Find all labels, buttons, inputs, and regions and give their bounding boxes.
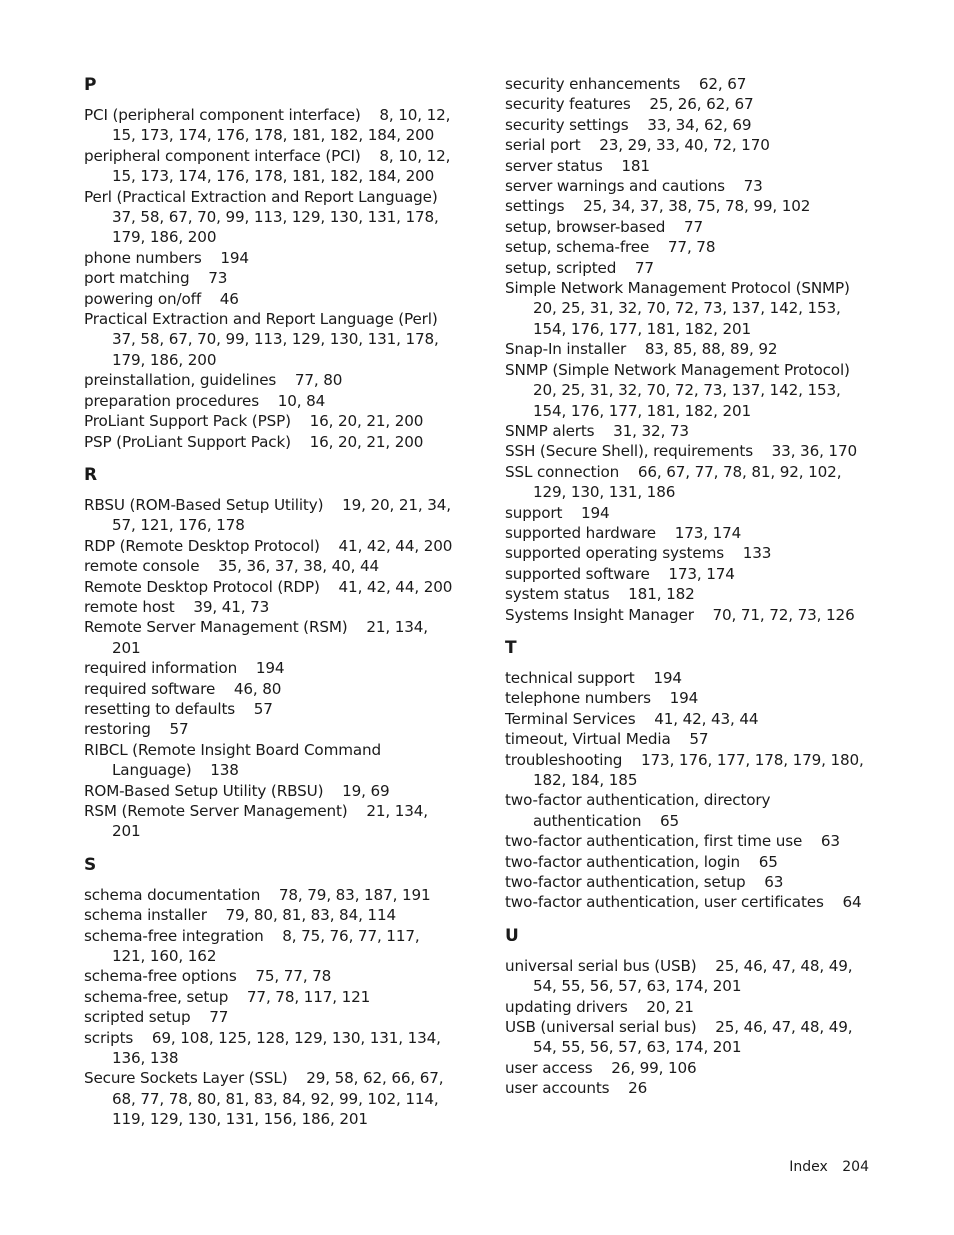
index-term: PCI (peripheral component interface) [84,106,361,124]
index-term: two-factor authentication, directory authentication [505,791,771,830]
index-term: server status [505,156,603,175]
index-pages: 57 [253,699,273,718]
index-term: preparation procedures [84,391,259,410]
index-entry [505,523,877,543]
index-term: Remote Desktop Protocol (RDP) [84,577,320,596]
index-pages: 77 [634,258,654,277]
index-pages: 181 [621,156,650,175]
index-term: Perl (Practical Extraction and Report Language) [84,187,438,206]
index-term: required information [84,659,238,678]
index-pages: 77 [209,1008,229,1027]
page-footer [789,1158,869,1176]
index-entry [505,462,877,503]
index-pages: 16, 20, 21, 200 [309,412,424,431]
index-term: technical support [505,668,635,687]
index-entry [505,74,877,94]
index-entry [505,503,877,523]
index-pages: 39, 41, 73 [193,597,270,616]
index-term: USB (universal serial bus) [505,1018,697,1037]
index-section [84,854,456,1130]
index-term: troubleshooting [505,750,623,769]
index-entry [505,852,877,872]
index-term: resetting to defaults [84,699,236,718]
index-entry [505,1078,877,1098]
index-term: setup, schema-free [505,238,650,257]
index-entry [505,196,877,216]
index-term: schema installer [84,906,207,925]
index-entry [84,146,456,187]
index-pages: 19, 69 [342,781,390,800]
index-pages: 173, 174 [674,523,742,542]
index-pages: 194 [580,503,610,522]
index-entry [505,997,877,1017]
index-entry [84,105,456,146]
index-entry [84,187,456,248]
index-term: security settings [505,115,629,134]
index-entry [505,360,877,421]
index-section [505,74,877,625]
index-entry [505,115,877,135]
index-pages: 8, 10, 12, 15, 173, 174, 176, 178, 181, 182, 184, 200 [112,106,451,145]
index-pages: 16, 20, 21, 200 [309,432,424,451]
index-term: SNMP alerts [505,421,595,440]
index-term: user access [505,1058,593,1077]
index-term: serial port [505,136,581,155]
index-pages: 21, 134, 201 [112,802,428,841]
index-pages: 20, 25, 31, 32, 70, 72, 73, 137, 142, 153, 154, 176, 177, 181, 182, 201 [533,381,841,420]
index-entry [505,956,877,997]
index-term: security features [505,95,631,114]
index-entry [84,617,456,658]
index-entry [505,543,877,563]
index-pages: 75, 77, 78 [255,967,332,986]
index-pages: 70, 71, 72, 73, 126 [712,605,855,624]
index-pages: 20, 21 [646,997,694,1016]
section-letter: S [84,854,97,875]
index-term: ProLiant Support Pack (PSP) [84,412,291,431]
index-entry [84,966,456,986]
index-entry [84,1007,456,1027]
index-pages: 25, 26, 62, 67 [649,95,754,114]
index-entry [84,432,456,452]
index-term: remote console [84,557,200,576]
index-pages: 194 [220,248,249,267]
index-pages: 64 [842,893,862,912]
index-term: Simple Network Management Protocol (SNMP) [505,279,850,298]
index-term: RSM (Remote Server Management) [84,802,348,820]
index-entry [84,658,456,678]
index-pages: 73 [743,177,763,196]
index-entry [505,688,877,708]
index-term: schema-free options [84,967,237,986]
index-pages: 173, 174 [668,564,735,583]
index-entry [84,699,456,719]
index-pages: 63 [820,832,840,851]
index-term: SSH (Secure Shell), requirements [505,442,753,461]
index-pages: 57 [169,720,189,739]
index-entry [84,740,456,781]
index-pages: 77, 78 [667,238,716,257]
section-letter: R [84,464,98,485]
index-entry [505,831,877,851]
index-entry [505,441,877,461]
index-pages: 181, 182 [628,585,695,604]
section-letter: U [505,925,519,946]
index-column-right [505,74,877,1099]
index-entry [505,176,877,196]
index-term: Secure Sockets Layer (SSL) [84,1069,288,1088]
index-entry [505,217,877,237]
index-section [505,925,877,1099]
index-pages: 46 [219,289,239,308]
index-entry [505,135,877,155]
index-pages: 21, 134, 201 [112,618,428,657]
index-entry [505,872,877,892]
index-term: Practical Extraction and Report Language (Perl) [84,310,438,329]
index-entry [505,790,877,831]
index-term: timeout, Virtual Media [505,730,671,749]
index-term: scripts [84,1028,134,1047]
index-term: settings [505,197,565,216]
index-term: two-factor authentication, setup [505,873,746,892]
index-pages: 194 [255,659,285,678]
index-term: scripted setup [84,1008,191,1027]
index-pages: 69, 108, 125, 128, 129, 130, 131, 134, 136, 138 [112,1028,441,1068]
index-entry [84,679,456,699]
index-entry [505,729,877,749]
index-pages: 133 [742,544,772,563]
index-pages: 33, 36, 170 [771,442,857,461]
section-letter: P [84,75,97,95]
index-pages: 23, 29, 33, 40, 72, 170 [599,136,770,155]
footer-label: Index [789,1159,828,1175]
index-pages: 173, 176, 177, 178, 179, 180, 182, 184, 185 [533,750,864,789]
index-term: server warnings and cautions [505,177,725,196]
index-entry [505,156,877,176]
index-pages: 65 [758,852,778,871]
index-pages: 57 [689,730,709,749]
index-term: PSP (ProLiant Support Pack) [84,432,291,451]
index-column-left [84,74,456,1130]
index-pages: 33, 34, 62, 69 [647,115,752,134]
index-term: phone numbers [84,248,202,267]
index-term: preinstallation, guidelines [84,371,277,390]
index-entry [505,1058,877,1078]
index-entry [84,1068,456,1129]
index-entry [505,709,877,729]
index-entry [84,905,456,925]
index-pages: 194 [653,668,682,687]
index-pages: 78, 79, 83, 187, 191 [278,885,431,904]
index-pages: 37, 58, 67, 70, 99, 113, 129, 130, 131, 178, 179, 186, 200 [112,330,439,369]
index-pages: 65 [660,811,680,830]
index-term: Terminal Services [505,709,636,728]
index-term: supported operating systems [505,544,724,563]
index-term: required software [84,679,216,698]
index-pages: 83, 85, 88, 89, 92 [644,340,778,359]
index-entry [505,564,877,584]
index-entry [505,605,877,625]
index-pages: 77, 80 [294,371,343,390]
index-term: restoring [84,720,151,739]
index-entry [505,584,877,604]
index-entry [84,719,456,739]
index-pages: 194 [669,689,699,708]
index-term: peripheral component interface (PCI) [84,146,361,165]
index-entry [84,577,456,597]
index-entry [84,391,456,411]
index-term: two-factor authentication, first time use [505,832,803,851]
index-entry [84,885,456,905]
index-pages: 41, 42, 44, 200 [338,577,453,596]
index-entry [505,278,877,339]
index-term: ROM-Based Setup Utility (RBSU) [84,781,324,800]
index-term: system status [505,585,610,604]
index-entry [505,668,877,688]
index-entry [505,750,877,791]
index-term: schema-free, setup [84,987,229,1006]
index-entry [84,926,456,967]
index-entry [84,495,456,536]
index-term: Systems Insight Manager [505,605,694,624]
index-pages: 66, 67, 77, 78, 81, 92, 102, 129, 130, 131, 186 [533,462,842,502]
index-pages: 26 [628,1079,648,1098]
index-term: two-factor authentication, user certificates [505,893,824,912]
index-term: Snap-In installer [505,340,627,359]
index-pages: 46, 80 [233,679,282,698]
index-pages: 41, 42, 44, 200 [338,536,453,555]
index-entry [84,268,456,288]
index-pages: 41, 42, 43, 44 [654,709,759,728]
index-pages: 10, 84 [277,391,326,410]
index-pages: 29, 58, 62, 66, 67, 68, 77, 78, 80, 81, 83, 84, 92, 99, 102, 114, 119, 129, 130, 131, 156, 186, 201 [112,1069,444,1129]
index-entry [505,94,877,114]
index-pages: 8, 75, 76, 77, 117, 121, 160, 162 [112,926,420,966]
index-entry [84,556,456,576]
index-pages: 19, 20, 21, 34, 57, 121, 176, 178 [112,495,451,535]
index-pages: 8, 10, 12, 15, 173, 174, 176, 178, 181, 182, 184, 200 [112,146,451,186]
index-term: RDP (Remote Desktop Protocol) [84,536,320,555]
index-entry [84,597,456,617]
index-term: support [505,503,563,522]
index-pages: 26, 99, 106 [611,1058,697,1077]
index-pages: 77 [683,217,703,236]
index-pages: 37, 58, 67, 70, 99, 113, 129, 130, 131, 178, 179, 186, 200 [112,208,439,247]
index-term: powering on/off [84,289,202,308]
index-entry [84,536,456,556]
index-pages: 20, 25, 31, 32, 70, 72, 73, 137, 142, 153, 154, 176, 177, 181, 182, 201 [533,299,841,338]
index-term: updating drivers [505,997,628,1016]
index-term: telephone numbers [505,689,651,708]
index-pages: 138 [210,761,239,780]
index-entry [505,339,877,359]
index-term: RBSU (ROM-Based Setup Utility) [84,495,324,514]
index-pages: 77, 78, 117, 121 [246,987,371,1006]
index-entry [84,1028,456,1069]
index-entry [84,781,456,801]
index-term: user accounts [505,1079,610,1098]
index-entry [505,258,877,278]
index-pages: 25, 46, 47, 48, 49, 54, 55, 56, 57, 63, 174, 201 [533,1018,853,1057]
index-term: security enhancements [505,75,681,93]
index-term: supported hardware [505,523,656,542]
index-entry [84,987,456,1007]
index-term: remote host [84,597,175,616]
index-pages: 62, 67 [698,75,747,93]
index-term: RIBCL (Remote Insight Board Command Language) [84,740,381,780]
index-section [505,637,877,913]
index-entry [505,1017,877,1058]
index-term: setup, scripted [505,258,617,277]
index-section [84,464,456,842]
index-term: Remote Server Management (RSM) [84,618,348,637]
index-pages: 79, 80, 81, 83, 84, 114 [225,906,396,925]
index-term: SNMP (Simple Network Management Protocol) [505,360,850,379]
page-number: 204 [842,1159,869,1175]
index-term: universal serial bus (USB) [505,956,697,975]
index-term: supported software [505,564,650,583]
index-entry [505,421,877,441]
index-entry [505,237,877,257]
index-pages: 63 [764,873,784,892]
index-entry [84,309,456,370]
index-pages: 31, 32, 73 [613,421,689,440]
index-term: schema-free integration [84,926,264,945]
index-pages: 25, 46, 47, 48, 49, 54, 55, 56, 57, 63, 174, 201 [533,956,853,996]
section-letter: T [505,637,517,658]
index-section [84,74,456,452]
index-term: setup, browser-based [505,217,666,236]
index-entry [84,801,456,842]
index-pages: 73 [208,269,228,288]
index-pages: 35, 36, 37, 38, 40, 44 [218,557,380,576]
index-entry [84,289,456,309]
index-entry [505,892,877,912]
index-entry [84,248,456,268]
index-term: SSL connection [505,462,620,481]
index-term: port matching [84,269,190,288]
index-term: schema documentation [84,885,261,904]
index-pages: 25, 34, 37, 38, 75, 78, 99, 102 [583,197,811,216]
index-entry [84,411,456,431]
index-term: two-factor authentication, login [505,852,741,871]
index-entry [84,370,456,390]
